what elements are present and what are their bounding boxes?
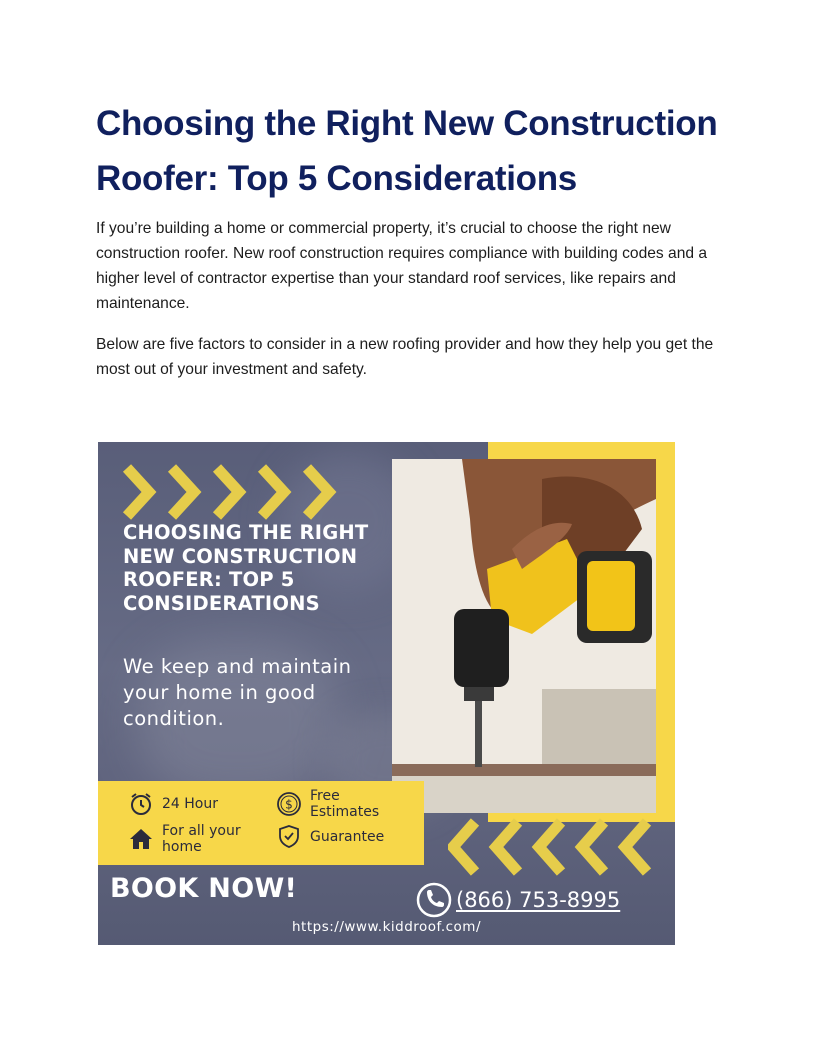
intro-paragraph: If you’re building a home or commercial property, it’s crucial to choose the right new construction roofer. New roof construction requires compliance with building codes and a higher level of contractor expertise than your standard roof services, like repairs and maintenance. <box>96 220 708 312</box>
phone-icon <box>416 882 452 918</box>
website-url[interactable]: https://www.kiddroof.com/ <box>292 919 481 935</box>
house-icon <box>128 826 154 852</box>
feature-label: Free Estimates <box>310 788 380 820</box>
shield-badge-icon <box>276 824 302 850</box>
phone-number-link[interactable]: (866) 753-8995 <box>456 888 621 912</box>
article-title: Choosing the Right New Construction Roofer: Top 5 Considerations <box>96 104 718 198</box>
feature-label: Guarantee <box>310 829 385 845</box>
svg-text:$: $ <box>285 797 293 812</box>
alarm-clock-icon <box>128 791 154 817</box>
feature-label: For all your home <box>162 823 241 855</box>
feature-for-all-your-home <box>128 823 258 855</box>
dollar-coin-icon <box>276 791 302 817</box>
drill-photo <box>392 459 656 813</box>
feature-label: 24 Hour <box>162 796 218 812</box>
feature-24-hour <box>128 791 258 817</box>
banner-tagline: We keep and maintain your home in good condition. <box>123 655 352 730</box>
chevrons-right-icon <box>122 464 352 520</box>
book-now-button[interactable]: BOOK NOW! <box>110 873 298 904</box>
promo-banner-image <box>98 442 675 945</box>
factors-paragraph: Below are five factors to consider in a new roofing provider and how they help you get the most out of your investment and safety. <box>96 336 714 378</box>
feature-guarantee <box>276 824 406 850</box>
drill-illustration <box>392 459 656 813</box>
chevrons-left-icon <box>448 818 653 876</box>
features-panel <box>98 781 424 865</box>
banner-headline: CHOOSING THE RIGHT NEW CONSTRUCTION ROOFER: TOP 5 CONSIDERATIONS <box>123 521 369 615</box>
phone-contact[interactable] <box>416 882 620 918</box>
feature-free-estimates <box>276 788 406 820</box>
